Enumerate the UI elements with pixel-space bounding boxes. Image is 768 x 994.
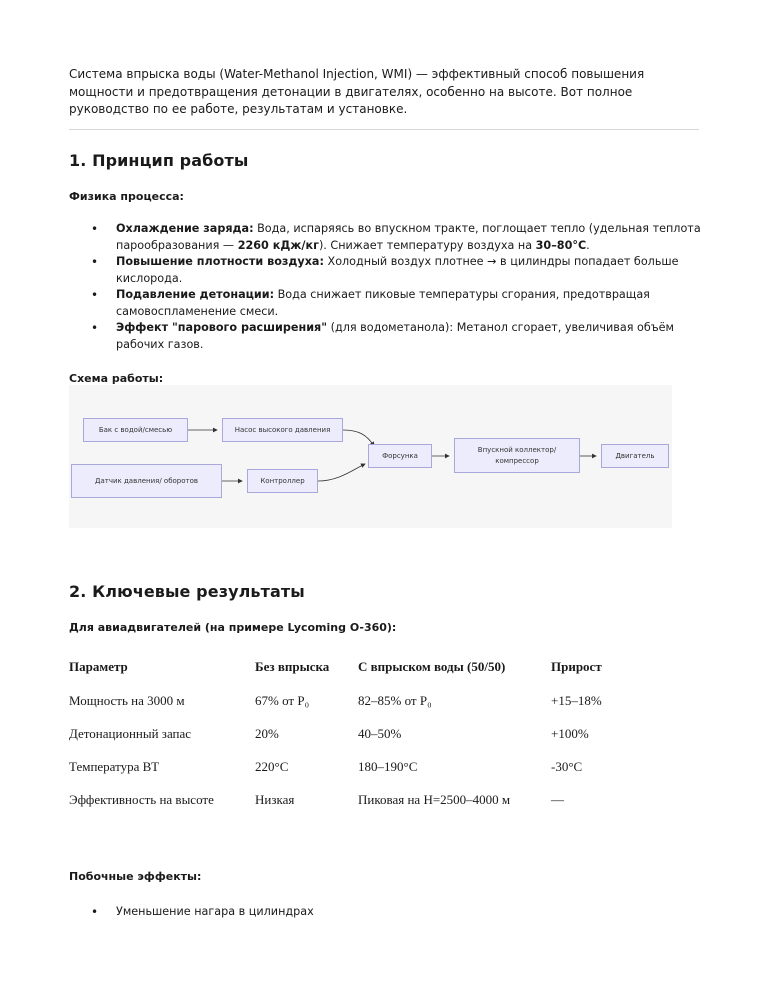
side-effects-list (69, 904, 709, 921)
physics-list (69, 221, 709, 353)
column-header: С впрыском воды (50/50) (358, 659, 506, 674)
bullet-text: (для водометанола): Метанол сгорает, увеличивая объём рабочих газов. (116, 321, 674, 351)
aviation-subheading: Для авиадвигателей (на примере Lycoming O-360): (69, 621, 397, 634)
node-tank: Бак с водой/смесью (83, 418, 188, 442)
table-header-row (69, 650, 651, 684)
bullet-value: 2260 кДж/кг (237, 238, 319, 252)
node-sensor: Датчик давления/ оборотов (71, 464, 222, 498)
results-table (69, 650, 651, 816)
table-cell: +100% (551, 725, 589, 741)
section-2-title: 2. Ключевые результаты (69, 582, 305, 601)
list-item (69, 287, 709, 320)
intro-paragraph: Система впрыска воды (Water-Methanol Injection, WMI) — эффективный способ повышения мощности и предотвращения детонации в двигателях, особенно на высоте. Вот полное руководство по ее работе, результатам и установке. (69, 67, 645, 116)
scheme-heading: Схема работы: (69, 372, 164, 385)
bullet-value: 30–80°C (535, 238, 587, 252)
table-row (69, 717, 651, 750)
bullet-term: Эффект "парового расширения" (116, 321, 328, 334)
list-item (69, 254, 709, 287)
table-cell: -30°C (551, 758, 583, 774)
table-cell: Мощность на 3000 м (69, 692, 185, 708)
list-item (69, 904, 709, 921)
table-row (69, 750, 651, 783)
node-controller: Контроллер (247, 469, 318, 493)
table-cell: 82–85% от P₀ (358, 692, 432, 708)
column-header: Без впрыска (255, 659, 330, 674)
node-pump: Насос высокого давления (222, 418, 343, 442)
workflow-diagram (69, 385, 672, 528)
table-cell: 40–50% (358, 725, 402, 741)
table-cell: 220°C (255, 758, 289, 774)
divider (69, 129, 699, 130)
node-injector: Форсунка (368, 444, 432, 468)
table-cell: Детонационный запас (69, 725, 192, 741)
physics-heading: Физика процесса: (69, 190, 184, 203)
table-cell: 20% (255, 725, 279, 741)
node-engine: Двигатель (601, 444, 669, 468)
section-1-title: 1. Принцип работы (69, 151, 249, 170)
bullet-text: Вода, испаряясь во впускном тракте, поглощает тепло (удельная теплота парообразования — (116, 222, 701, 252)
list-item (69, 320, 709, 353)
side-effects-heading: Побочные эффекты: (69, 870, 202, 883)
table-cell: Эффективность на высоте (69, 791, 214, 807)
table-cell: — (551, 791, 564, 807)
table-row (69, 783, 651, 816)
table-cell: +15–18% (551, 692, 602, 708)
bullet-term: Подавление детонации: (116, 288, 275, 301)
bullet-term: Охлаждение заряда: (116, 222, 254, 235)
bullet-term: Повышение плотности воздуха: (116, 255, 324, 268)
table-cell: Пиковая на H=2500–4000 м (358, 791, 511, 807)
column-header: Прирост (551, 659, 602, 674)
list-item (69, 221, 709, 254)
table-cell: Температура ВТ (69, 758, 160, 774)
bullet-text: . (586, 238, 590, 252)
bullet-text: Холодный воздух плотнее → в цилиндры попадает больше кислорода. (116, 255, 679, 285)
table-cell: 67% от P₀ (255, 692, 310, 708)
table-row (69, 684, 651, 717)
table-cell: 180–190°C (358, 758, 418, 774)
node-manifold: Впускной коллектор/ компрессор (454, 438, 580, 473)
bullet-text: Уменьшение нагара в цилиндрах (116, 905, 314, 918)
edge-controller-injector (318, 464, 365, 481)
bullet-text: ). Снижает температуру воздуха на (318, 238, 536, 252)
column-header: Параметр (69, 659, 128, 674)
bullet-text: Вода снижает пиковые температуры сгорания, предотвращая самовоспламенение смеси. (116, 288, 650, 318)
table-cell: Низкая (255, 791, 295, 807)
